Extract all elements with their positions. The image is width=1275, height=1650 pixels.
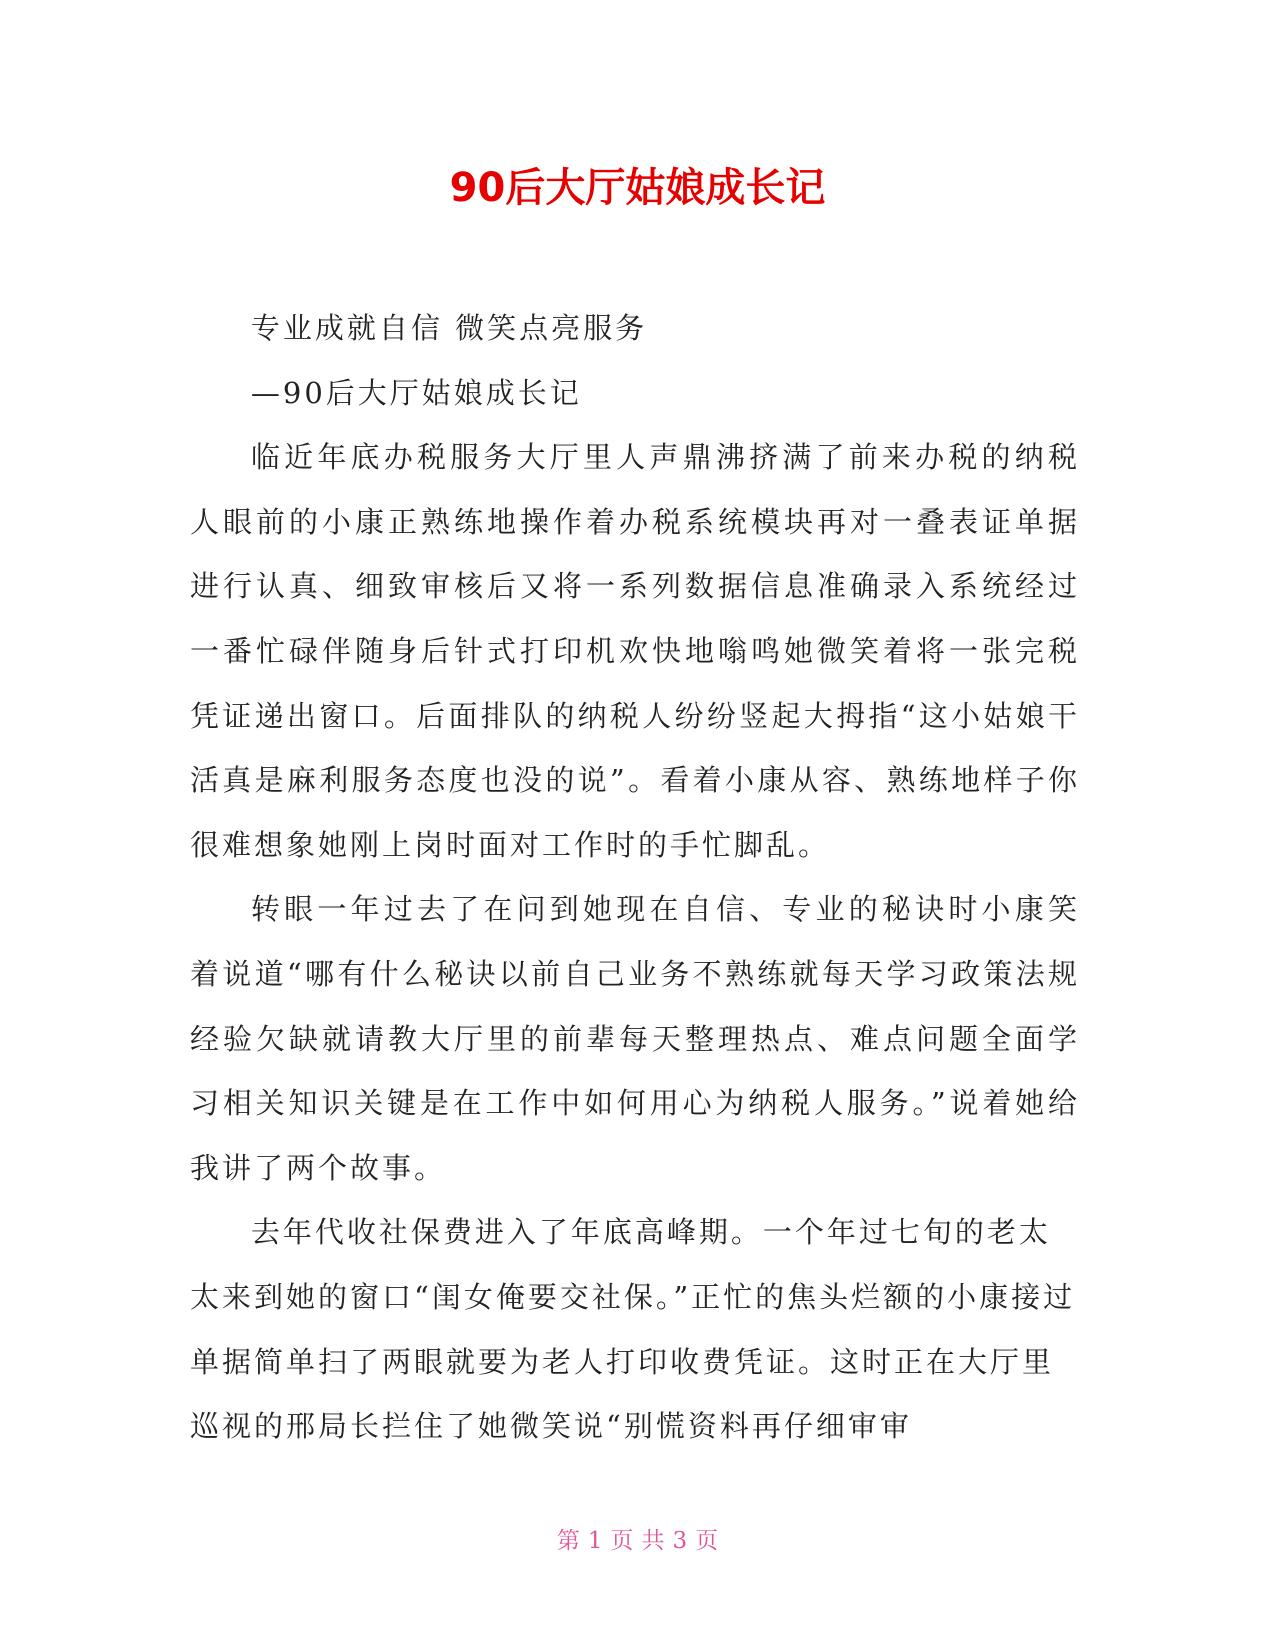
footer-current-page: 1 — [587, 1528, 603, 1554]
footer-total-unit: 页 — [695, 1528, 719, 1554]
subtitle-line: 专业成就自信 微笑点亮服务 — [250, 311, 648, 345]
paragraph-2: 转眼一年过去了在问到她现在自信、专业的秘诀时小康笑着说道“哪有什么秘诀以前自己业务不熟练就每天学习政策法规经验欠缺就请教大厅里的前辈每天整理热点、难点问题全面学习相关知识关键是在工作中如何用心为纳税人服务。”说着她给我讲了两个故事。 — [190, 892, 1080, 1185]
footer-total-label: 共 — [641, 1528, 665, 1554]
page-number-footer — [0, 1526, 1275, 1556]
paragraph-1: 临近年底办税服务大厅里人声鼎沸挤满了前来办税的纳税人眼前的小康正熟练地操作着办税系统模块再对一叠表证单据进行认真、细致审核后又将一系列数据信息准确录入系统经过一番忙碌伴随身后针式打印机欢快地嗡鸣她微笑着将一张完税凭证递出窗口。后面排队的纳税人纷纷竖起大拇指“这小姑娘干活真是麻利服务态度也没的说”。看着小康从容、熟练地样子你很难想象她刚上岗时面对工作时的手忙脚乱。 — [190, 440, 1080, 862]
paragraph-3: 去年代收社保费进入了年底高峰期。一个年过七旬的老太太来到她的窗口“闺女俺要交社保。”正忙的焦头烂额的小康接过单据简单扫了两眼就要为老人打印收费凭证。这时正在大厅里巡视的邢局长拦住了她微笑说“别慌资料再仔细审审 — [190, 1215, 1076, 1444]
document-title: 90后大厅姑娘成长记 — [449, 165, 826, 211]
footer-total-pages: 3 — [672, 1528, 688, 1554]
footer-page-unit: 页 — [610, 1528, 634, 1554]
subtitle-dash-line: —90后大厅姑娘成长记 — [250, 375, 582, 410]
footer-page-label: 第 — [556, 1528, 580, 1554]
document-body — [190, 296, 1080, 1459]
